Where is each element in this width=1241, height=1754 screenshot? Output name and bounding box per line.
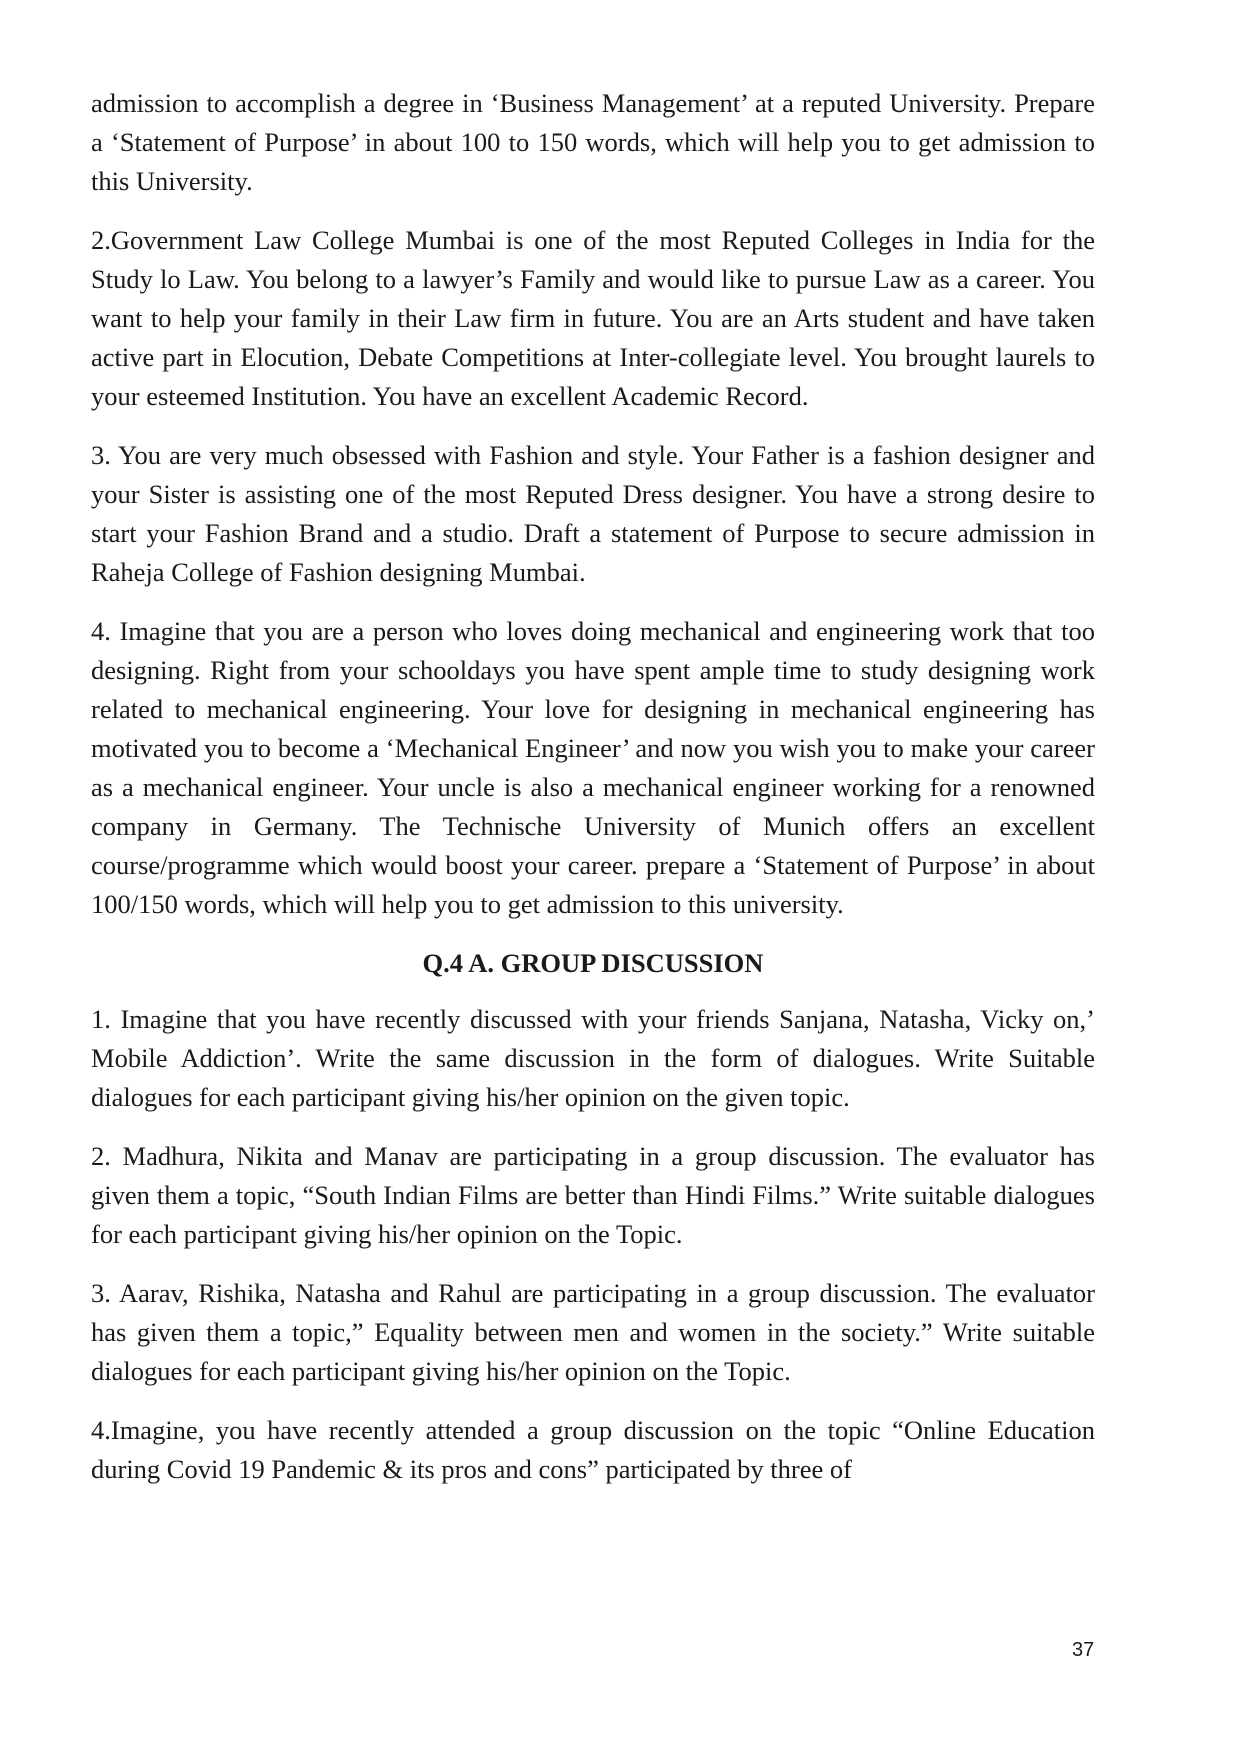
paragraph-gd-equality: 3. Aarav, Rishika, Natasha and Rahul are participating in a group discussion. The evaluator has given them a topic,” Equality between men and women in the society.” Write suitable dialogues for each participant giving his/her opinion on the Topic.	[91, 1278, 1095, 1386]
paragraph-mechanical-engineering: 4. Imagine that you are a person who loves doing mechanical and engineering work that too designing. Right from your schooldays you have spent ample time to study designing work related to mechanical engineering. Your love for designing in mechanical engineering has motivated you to become a ‘Mechanical Engineer’ and now you wish you to make your career as a mechanical engineer. Your uncle is also a mechanical engineer working for a renowned company in Germany. The Technische University of Munich offers an excellent course/programme which would boost your career. prepare a ‘Statement of Purpose’ in about 100/150 words, which will help you to get admission to this university.	[91, 616, 1095, 919]
page-number: 37	[1072, 1639, 1095, 1661]
paragraph-gd-online-education: 4.Imagine, you have recently attended a group discussion on the topic “Online Education during Covid 19 Pandemic & its pros and cons” participated by three of	[91, 1415, 1095, 1484]
section-heading-group-discussion: Q.4 A. GROUP DISCUSSION	[422, 948, 764, 978]
paragraph-gd-mobile-addiction: 1. Imagine that you have recently discussed with your friends Sanjana, Natasha, Vicky on,’ Mobile Addiction’. Write the same discussion in the form of dialogues. Write Suitable dialogues for each participant giving his/her opinion on the given topic.	[91, 1004, 1095, 1112]
paragraph-fashion-college: 3. You are very much obsessed with Fashion and style. Your Father is a fashion designer and your Sister is assisting one of the most Reputed Dress designer. You have a strong desire to start your Fashion Brand and a studio. Draft a statement of Purpose to secure admission in Raheja College of Fashion designing Mumbai.	[91, 440, 1095, 587]
paragraph-law-college: 2.Government Law College Mumbai is one of the most Reputed Colleges in India for the Study lo Law. You belong to a lawyer’s Family and would like to pursue Law as a career. You want to help your family in their Law firm in future. You are an Arts student and have taken active part in Elocution, Debate Competitions at Inter-collegiate level. You brought laurels to your esteemed Institution. You have an excellent Academic Record.	[91, 225, 1095, 411]
document-page	[91, 84, 1095, 1509]
paragraph-sop-business-continuation: admission to accomplish a degree in ‘Business Management’ at a reputed University. Prepare a ‘Statement of Purpose’ in about 100 to 150 words, which will help you to get admission to this University.	[91, 88, 1095, 196]
paragraph-gd-south-indian-films: 2. Madhura, Nikita and Manav are participating in a group discussion. The evaluator has given them a topic, “South Indian Films are better than Hindi Films.” Write suitable dialogues for each participant giving his/her opinion on the Topic.	[91, 1141, 1095, 1249]
